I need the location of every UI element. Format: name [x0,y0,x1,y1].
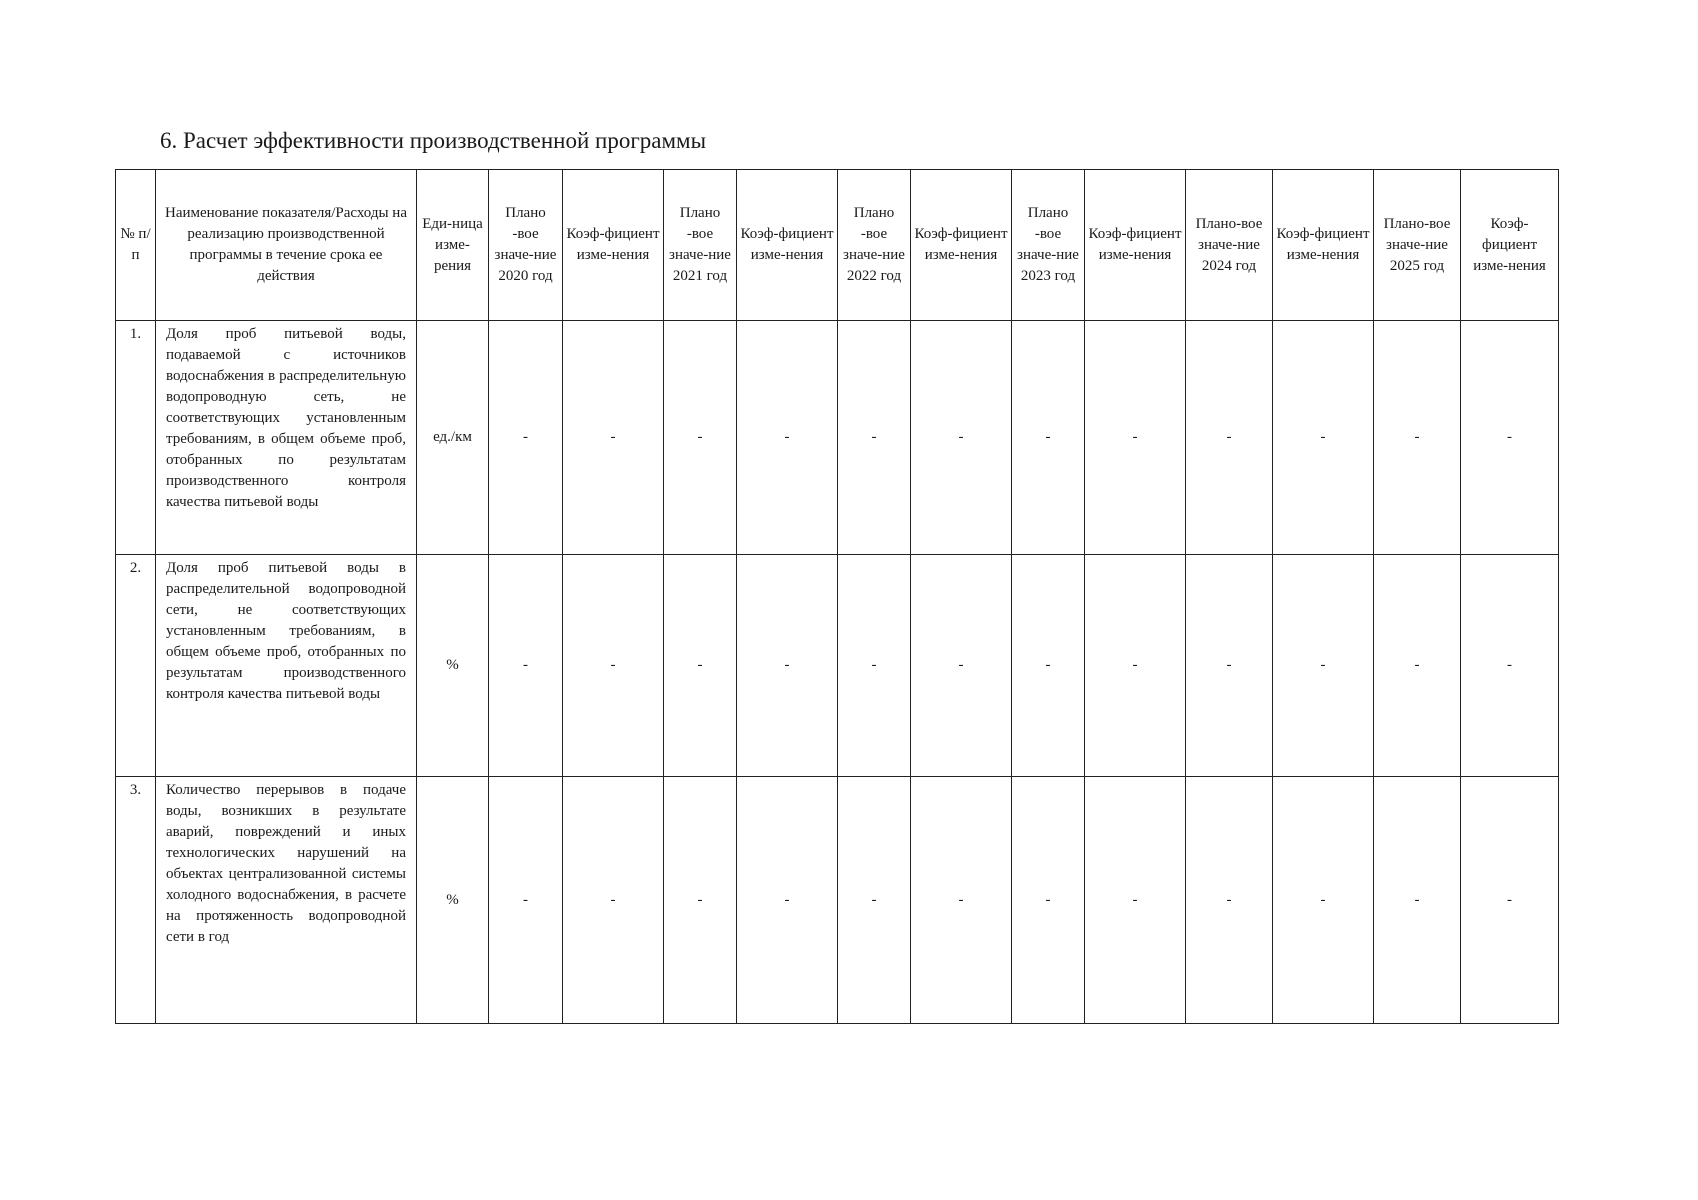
table-header-row [116,170,1559,321]
plan-2020-value: - [489,555,563,777]
plan-2023-value: - [1012,321,1085,555]
table-row [116,321,1559,555]
coef-2020-value: - [563,777,664,1024]
plan-2023-value: - [1012,777,1085,1024]
plan-2024-value: - [1186,321,1273,555]
plan-2022-value: - [838,321,911,555]
coef-2022-value: - [911,321,1012,555]
coef-2025-value: - [1461,777,1559,1024]
coef-2021-value: - [737,321,838,555]
table-row [116,777,1559,1024]
coef-2022-value: - [911,555,1012,777]
indicator-name: Доля проб питьевой воды, подаваемой с источников водоснабжения в распределительную водопроводную сеть, не соответствующих установленным требованиям, в общем объеме проб, отобранных по результатам производственного контроля качества питьевой воды [156,321,417,555]
coef-2024-value: - [1273,321,1374,555]
header-unit: Еди-ница изме-рения [417,170,489,321]
header-coef-2025: Коэф-фициент изме-нения [1461,170,1559,321]
plan-2023-value: - [1012,555,1085,777]
coef-2023-value: - [1085,555,1186,777]
unit: % [417,777,489,1024]
table-row [116,555,1559,777]
coef-2025-value: - [1461,555,1559,777]
plan-2025-value: - [1374,555,1461,777]
plan-2021-value: - [664,555,737,777]
header-coef-2021: Коэф-фициент изме-нения [737,170,838,321]
row-number: 1. [116,321,156,555]
header-coef-2020: Коэф-фициент изме-нения [563,170,664,321]
header-num: № п/ п [116,170,156,321]
coef-2021-value: - [737,777,838,1024]
row-number: 2. [116,555,156,777]
page-title: 6. Расчет эффективности производственной программы [160,128,707,153]
indicator-name: Доля проб питьевой воды в распределительной водопроводной сети, не соответствующих установленным требованиям, в общем объеме проб, отобранных по результатам производственного контроля качества питьевой воды [156,555,417,777]
unit: ед./км [417,321,489,555]
row-number: 3. [116,777,156,1024]
header-plan-2024: Плано-вое значе-ние 2024 год [1186,170,1273,321]
plan-2020-value: - [489,321,563,555]
plan-2020-value: - [489,777,563,1024]
header-plan-2023: Плано -вое значе-ние 2023 год [1012,170,1085,321]
header-coef-2024: Коэф-фициент изме-нения [1273,170,1374,321]
coef-2023-value: - [1085,321,1186,555]
coef-2020-value: - [563,321,664,555]
coef-2020-value: - [563,555,664,777]
plan-2025-value: - [1374,777,1461,1024]
coef-2021-value: - [737,555,838,777]
coef-2024-value: - [1273,555,1374,777]
plan-2022-value: - [838,777,911,1024]
plan-2021-value: - [664,321,737,555]
header-plan-2021: Плано -вое значе-ние 2021 год [664,170,737,321]
unit: % [417,555,489,777]
header-plan-2020: Плано -вое значе-ние 2020 год [489,170,563,321]
coef-2023-value: - [1085,777,1186,1024]
header-coef-2023: Коэф-фициент изме-нения [1085,170,1186,321]
indicator-name: Количество перерывов в подаче воды, возникших в результате аварий, повреждений и иных технологических нарушений на объектах централизованной системы холодного водоснабжения, в расчете на протяженность водопроводной сети в год [156,777,417,1024]
header-plan-2022: Плано -вое значе-ние 2022 год [838,170,911,321]
plan-2024-value: - [1186,777,1273,1024]
coef-2025-value: - [1461,321,1559,555]
header-indicator-name: Наименование показателя/Расходы на реализацию производственной программы в течение срока ее действия [156,170,417,321]
efficiency-table [115,169,1559,1024]
coef-2024-value: - [1273,777,1374,1024]
plan-2025-value: - [1374,321,1461,555]
plan-2021-value: - [664,777,737,1024]
plan-2022-value: - [838,555,911,777]
coef-2022-value: - [911,777,1012,1024]
header-plan-2025: Плано-вое значе-ние 2025 год [1374,170,1461,321]
header-coef-2022: Коэф-фициент изме-нения [911,170,1012,321]
plan-2024-value: - [1186,555,1273,777]
